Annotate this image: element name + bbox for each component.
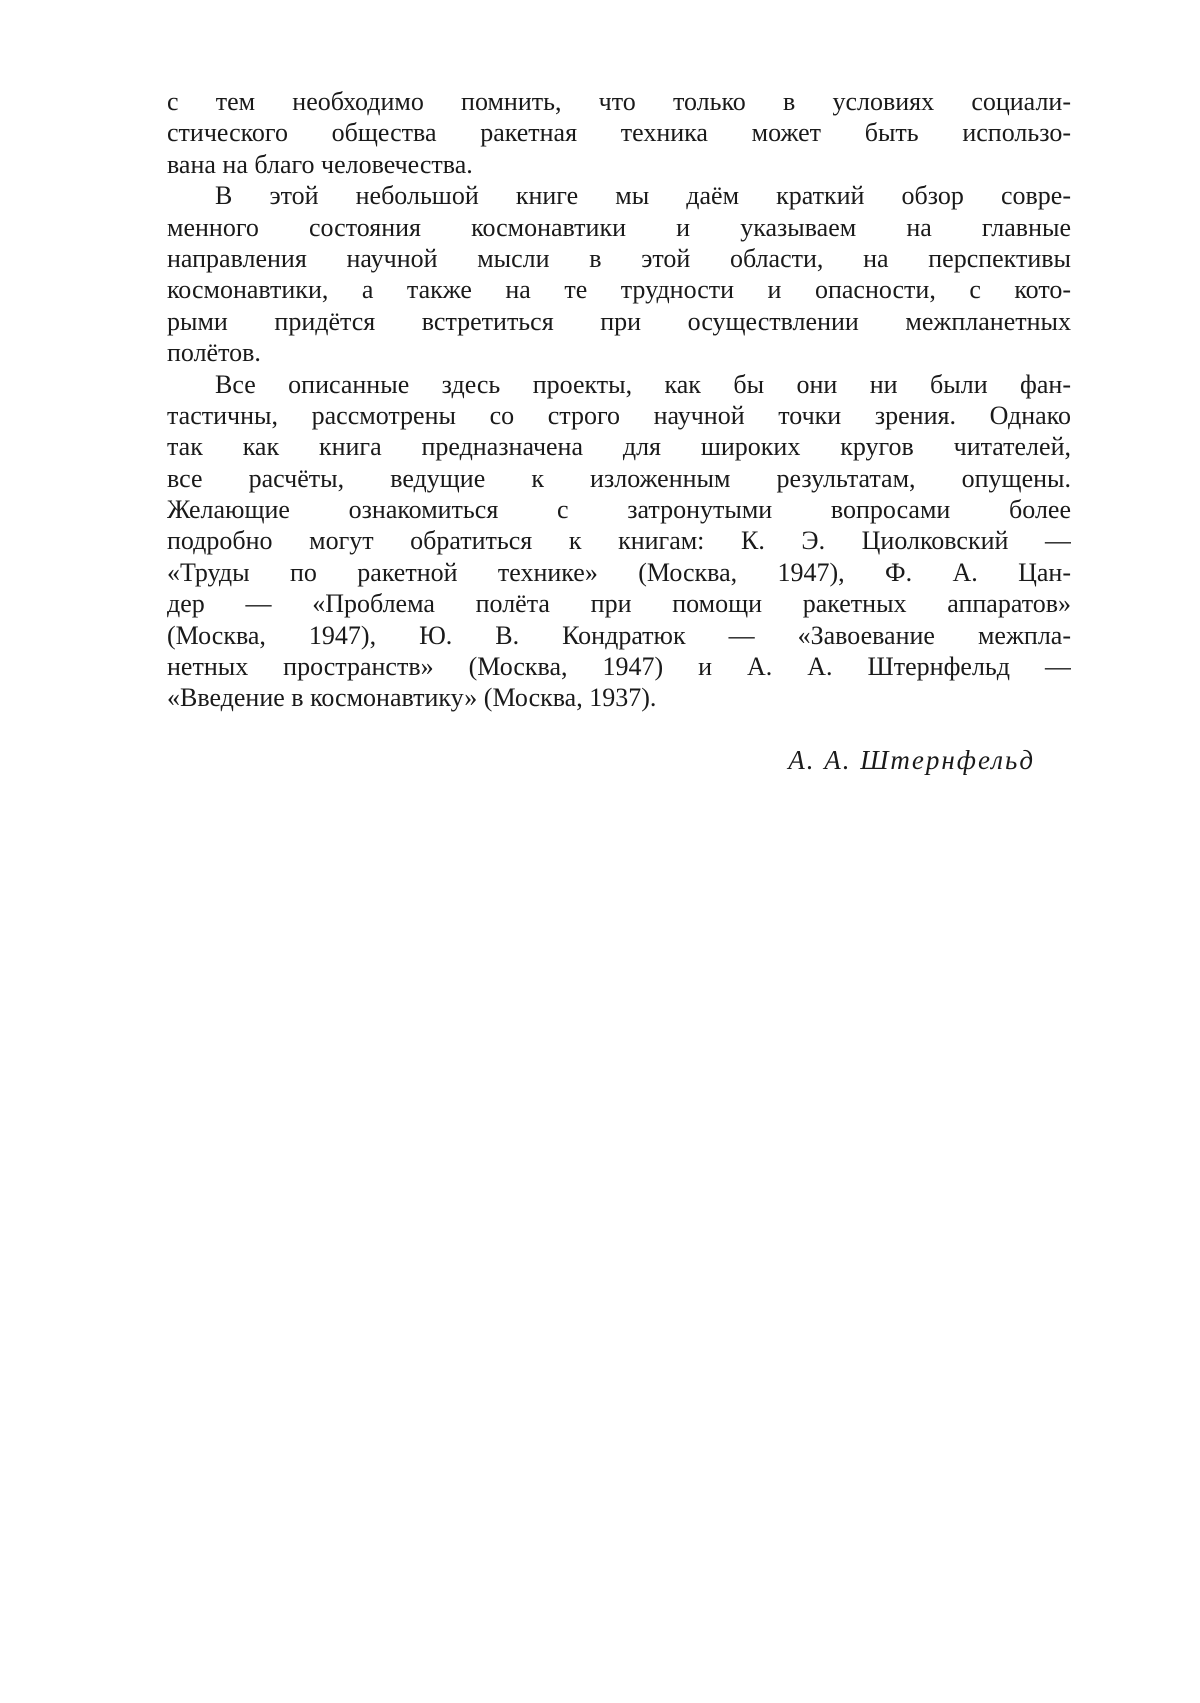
text-line: подробно могут обратиться к книгам: К. Э. Циолковский — bbox=[167, 526, 1071, 556]
text-line: направления научной мысли в этой области, на перспективы bbox=[167, 243, 1071, 273]
text-line: «Введение в космонавтику» (Москва, 1937). bbox=[167, 683, 657, 713]
text-line: Все описанные здесь проекты, как бы они ни были фан- bbox=[215, 369, 1071, 399]
text-line: тастичны, рассмотрены со строго научной точки зрения. Однако bbox=[167, 400, 1071, 430]
text-line: рыми придётся встретиться при осуществлении межпланетных bbox=[167, 306, 1071, 336]
text-line: (Москва, 1947), Ю. В. Кондратюк — «Завоевание межпла- bbox=[167, 620, 1071, 650]
text-line: дер — «Проблема полёта при помощи ракетных аппаратов» bbox=[167, 589, 1071, 619]
text-line: вана на благо человечества. bbox=[167, 149, 473, 179]
body-text bbox=[167, 86, 1071, 714]
text-line: В этой небольшой книге мы даём краткий обзор совре- bbox=[215, 181, 1071, 211]
text-line: «Труды по ракетной технике» (Москва, 1947), Ф. А. Цан- bbox=[167, 557, 1071, 587]
text-line: стического общества ракетная техника может быть использо- bbox=[167, 118, 1071, 148]
text-line: так как книга предназначена для широких кругов читателей, bbox=[167, 432, 1071, 462]
text-line: полётов. bbox=[167, 338, 261, 368]
text-line: все расчёты, ведущие к изложенным результатам, опущены. bbox=[167, 463, 1071, 493]
text-line: космонавтики, а также на те трудности и опасности, с кото- bbox=[167, 275, 1071, 305]
author-signature: А. А. Штернфельд bbox=[788, 745, 1035, 775]
text-line: Желающие ознакомиться с затронутыми вопросами более bbox=[167, 495, 1071, 525]
text-line: нетных пространств» (Москва, 1947) и А. А. Штернфельд — bbox=[167, 652, 1071, 682]
text-line: менного состояния космонавтики и указываем на главные bbox=[167, 212, 1071, 242]
text-line: с тем необходимо помнить, что только в условиях социали- bbox=[167, 87, 1071, 116]
